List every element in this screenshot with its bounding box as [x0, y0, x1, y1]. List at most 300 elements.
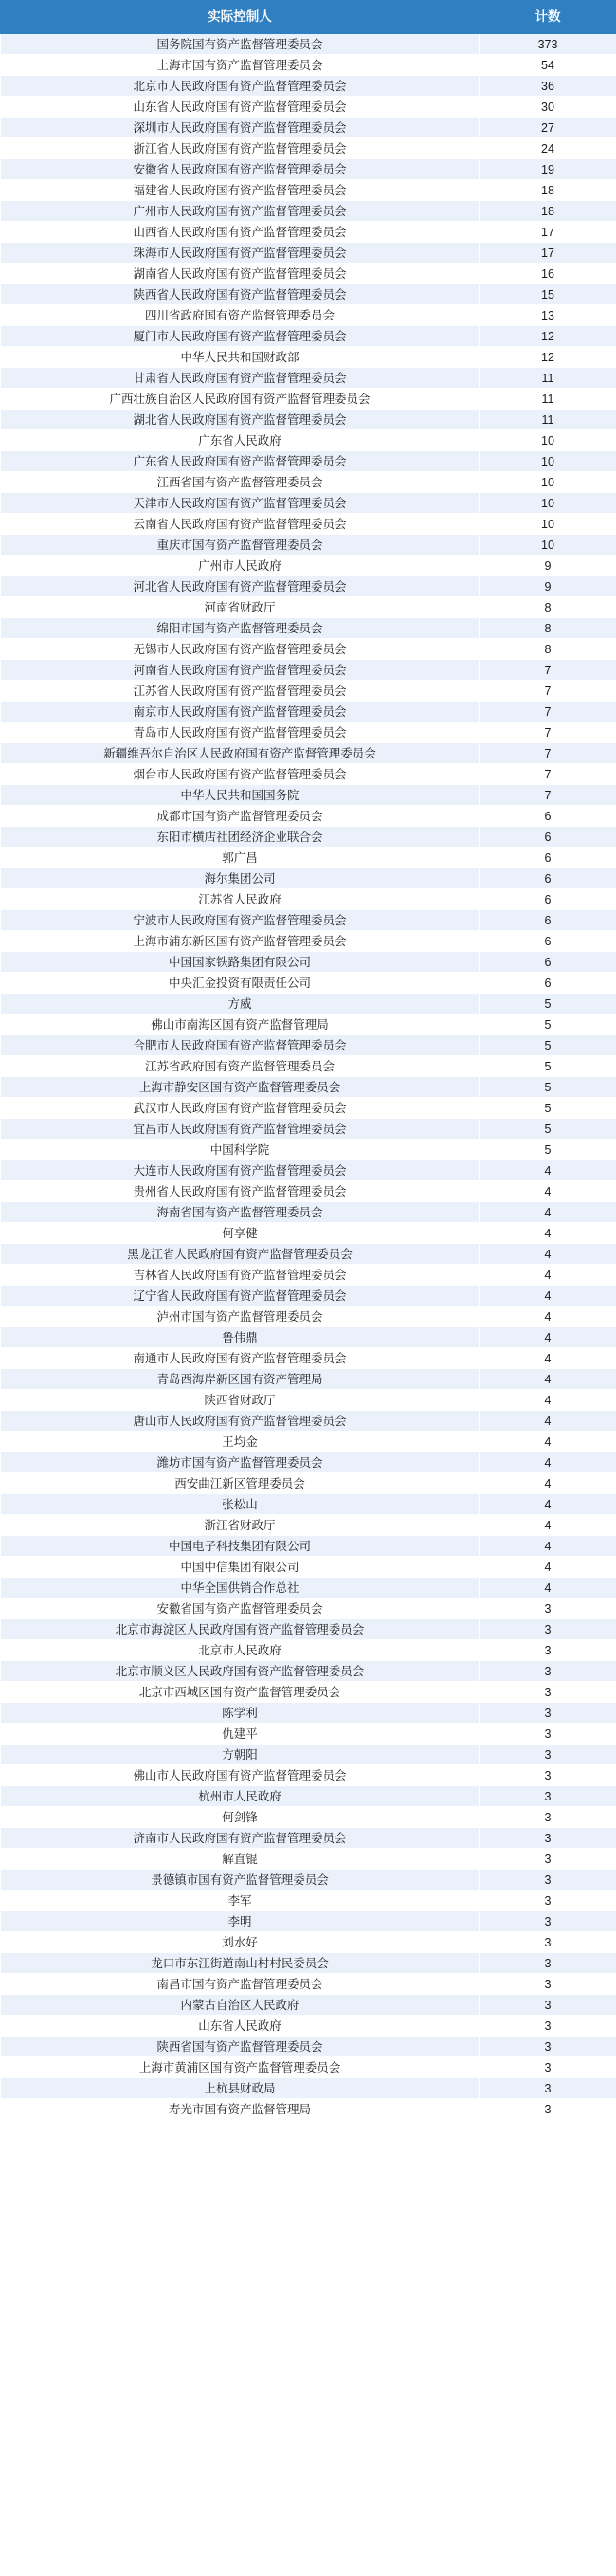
cell-controller: 厦门市人民政府国有资产监督管理委员会: [1, 326, 480, 347]
cell-count: 3: [480, 1640, 616, 1661]
cell-controller: 鲁伟鼎: [1, 1327, 480, 1348]
cell-controller: 广西壮族自治区人民政府国有资产监督管理委员会: [1, 389, 480, 410]
table-row: [1, 1077, 616, 1098]
table-row: [1, 243, 616, 264]
table-row: [1, 451, 616, 472]
cell-count: 7: [480, 681, 616, 702]
cell-controller: 珠海市人民政府国有资产监督管理委员会: [1, 243, 480, 264]
table-row: [1, 1828, 616, 1849]
table-row: [1, 2057, 616, 2078]
cell-count: 4: [480, 1494, 616, 1515]
cell-count: 3: [480, 1786, 616, 1807]
cell-count: 36: [480, 76, 616, 97]
cell-controller: 国务院国有资产监督管理委员会: [1, 34, 480, 55]
cell-controller: 青岛市人民政府国有资产监督管理委员会: [1, 722, 480, 743]
table-row: [1, 1244, 616, 1265]
table-row: [1, 472, 616, 493]
cell-count: 4: [480, 1432, 616, 1452]
table-row: [1, 138, 616, 159]
table-row: [1, 681, 616, 702]
cell-count: 3: [480, 2078, 616, 2099]
table-row: [1, 556, 616, 576]
cell-controller: 武汉市人民政府国有资产监督管理委员会: [1, 1098, 480, 1119]
table-row: [1, 1682, 616, 1703]
cell-count: 11: [480, 389, 616, 410]
table-row: [1, 1286, 616, 1306]
cell-controller: 四川省政府国有资产监督管理委员会: [1, 305, 480, 326]
cell-controller: 合肥市人民政府国有资产监督管理委员会: [1, 1035, 480, 1056]
cell-controller: 河北省人民政府国有资产监督管理委员会: [1, 576, 480, 597]
cell-count: 27: [480, 118, 616, 138]
cell-count: 7: [480, 702, 616, 722]
cell-controller: 李明: [1, 1911, 480, 1932]
cell-controller: 山东省人民政府国有资产监督管理委员会: [1, 97, 480, 118]
cell-count: 7: [480, 743, 616, 764]
cell-count: 6: [480, 889, 616, 910]
table-row: [1, 493, 616, 514]
cell-controller: 北京市顺义区人民政府国有资产监督管理委员会: [1, 1661, 480, 1682]
cell-count: 5: [480, 1119, 616, 1140]
table-row: [1, 305, 616, 326]
cell-count: 12: [480, 326, 616, 347]
table-row: [1, 1348, 616, 1369]
cell-count: 3: [480, 1953, 616, 1974]
cell-count: 6: [480, 868, 616, 889]
cell-count: 10: [480, 514, 616, 535]
cell-count: 10: [480, 472, 616, 493]
column-header-controller: 实际控制人: [1, 1, 480, 34]
table-row: [1, 1786, 616, 1807]
table-row: [1, 994, 616, 1014]
cell-count: 4: [480, 1369, 616, 1390]
table-row: [1, 848, 616, 868]
cell-count: 54: [480, 55, 616, 76]
table-row: [1, 76, 616, 97]
cell-count: 24: [480, 138, 616, 159]
cell-count: 13: [480, 305, 616, 326]
table-row: [1, 1870, 616, 1891]
table-row: [1, 1160, 616, 1181]
table-header-row: [1, 1, 616, 34]
cell-count: 3: [480, 1703, 616, 1724]
cell-count: 4: [480, 1181, 616, 1202]
cell-count: 10: [480, 493, 616, 514]
table-row: [1, 180, 616, 201]
table-row: [1, 1640, 616, 1661]
table-row: [1, 1306, 616, 1327]
cell-controller: 深圳市人民政府国有资产监督管理委员会: [1, 118, 480, 138]
table-row: [1, 910, 616, 931]
table-row: [1, 952, 616, 973]
table-row: [1, 1724, 616, 1745]
table-row: [1, 1807, 616, 1828]
cell-controller: 北京市人民政府: [1, 1640, 480, 1661]
cell-count: 4: [480, 1557, 616, 1578]
cell-controller: 景德镇市国有资产监督管理委员会: [1, 1870, 480, 1891]
cell-count: 6: [480, 806, 616, 827]
cell-controller: 北京市西城区国有资产监督管理委员会: [1, 1682, 480, 1703]
cell-controller: 山西省人民政府国有资产监督管理委员会: [1, 222, 480, 243]
table-row: [1, 1202, 616, 1223]
table-row: [1, 1223, 616, 1244]
table-row: [1, 889, 616, 910]
cell-controller: 王均金: [1, 1432, 480, 1452]
table-row: [1, 1536, 616, 1557]
cell-controller: 上杭县财政局: [1, 2078, 480, 2099]
table-row: [1, 1932, 616, 1953]
cell-count: 3: [480, 2016, 616, 2037]
cell-controller: 上海市国有资产监督管理委员会: [1, 55, 480, 76]
cell-controller: 杭州市人民政府: [1, 1786, 480, 1807]
table-row: [1, 1473, 616, 1494]
cell-controller: 湖南省人民政府国有资产监督管理委员会: [1, 264, 480, 284]
table-row: [1, 973, 616, 994]
cell-count: 4: [480, 1202, 616, 1223]
cell-count: 6: [480, 827, 616, 848]
cell-count: 3: [480, 1682, 616, 1703]
cell-count: 4: [480, 1390, 616, 1411]
table-row: [1, 1411, 616, 1432]
cell-count: 12: [480, 347, 616, 368]
cell-count: 4: [480, 1348, 616, 1369]
table-row: [1, 514, 616, 535]
cell-controller: 江西省国有资产监督管理委员会: [1, 472, 480, 493]
table-row: [1, 347, 616, 368]
table-row: [1, 1432, 616, 1452]
table-row: [1, 430, 616, 451]
cell-count: 18: [480, 180, 616, 201]
cell-count: 9: [480, 576, 616, 597]
table-row: [1, 1557, 616, 1578]
table-row: [1, 1515, 616, 1536]
table-row: [1, 1578, 616, 1599]
cell-count: 10: [480, 535, 616, 556]
cell-count: 5: [480, 1140, 616, 1160]
cell-count: 8: [480, 639, 616, 660]
table-row: [1, 368, 616, 389]
cell-count: 3: [480, 1891, 616, 1911]
cell-count: 4: [480, 1244, 616, 1265]
cell-controller: 仇建平: [1, 1724, 480, 1745]
cell-controller: 天津市人民政府国有资产监督管理委员会: [1, 493, 480, 514]
cell-controller: 甘肃省人民政府国有资产监督管理委员会: [1, 368, 480, 389]
cell-count: 7: [480, 785, 616, 806]
cell-count: 3: [480, 1745, 616, 1765]
cell-controller: 中国国家铁路集团有限公司: [1, 952, 480, 973]
table-row: [1, 159, 616, 180]
table-row: [1, 264, 616, 284]
cell-controller: 内蒙古自治区人民政府: [1, 1995, 480, 2016]
cell-count: 5: [480, 1056, 616, 1077]
cell-controller: 浙江省财政厅: [1, 1515, 480, 1536]
table-row: [1, 1995, 616, 2016]
cell-count: 3: [480, 1661, 616, 1682]
cell-controller: 宜昌市人民政府国有资产监督管理委员会: [1, 1119, 480, 1140]
cell-controller: 刘水好: [1, 1932, 480, 1953]
cell-controller: 中国科学院: [1, 1140, 480, 1160]
table-row: [1, 2099, 616, 2120]
cell-controller: 云南省人民政府国有资产监督管理委员会: [1, 514, 480, 535]
cell-controller: 潍坊市国有资产监督管理委员会: [1, 1452, 480, 1473]
table-row: [1, 1599, 616, 1619]
cell-controller: 佛山市人民政府国有资产监督管理委员会: [1, 1765, 480, 1786]
table-row: [1, 722, 616, 743]
cell-controller: 无锡市人民政府国有资产监督管理委员会: [1, 639, 480, 660]
table-row: [1, 1265, 616, 1286]
cell-controller: 广州市人民政府: [1, 556, 480, 576]
cell-controller: 中国中信集团有限公司: [1, 1557, 480, 1578]
cell-count: 5: [480, 1098, 616, 1119]
table-row: [1, 576, 616, 597]
table-row: [1, 389, 616, 410]
table-row: [1, 597, 616, 618]
cell-count: 17: [480, 222, 616, 243]
cell-controller: 江苏省人民政府: [1, 889, 480, 910]
cell-controller: 唐山市人民政府国有资产监督管理委员会: [1, 1411, 480, 1432]
table-row: [1, 1056, 616, 1077]
cell-count: 30: [480, 97, 616, 118]
cell-controller: 上海市静安区国有资产监督管理委员会: [1, 1077, 480, 1098]
cell-count: 4: [480, 1536, 616, 1557]
cell-controller: 安徽省国有资产监督管理委员会: [1, 1599, 480, 1619]
cell-controller: 西安曲江新区管理委员会: [1, 1473, 480, 1494]
table-row: [1, 1035, 616, 1056]
cell-controller: 浙江省人民政府国有资产监督管理委员会: [1, 138, 480, 159]
table-row: [1, 222, 616, 243]
cell-controller: 济南市人民政府国有资产监督管理委员会: [1, 1828, 480, 1849]
cell-controller: 江苏省政府国有资产监督管理委员会: [1, 1056, 480, 1077]
cell-count: 3: [480, 1599, 616, 1619]
cell-controller: 上海市黄浦区国有资产监督管理委员会: [1, 2057, 480, 2078]
table-row: [1, 2016, 616, 2037]
cell-count: 4: [480, 1411, 616, 1432]
cell-controller: 佛山市南海区国有资产监督管理局: [1, 1014, 480, 1035]
cell-controller: 北京市人民政府国有资产监督管理委员会: [1, 76, 480, 97]
table-row: [1, 1140, 616, 1160]
cell-controller: 河南省财政厅: [1, 597, 480, 618]
table-row: [1, 1119, 616, 1140]
cell-count: 19: [480, 159, 616, 180]
cell-controller: 中央汇金投资有限责任公司: [1, 973, 480, 994]
cell-controller: 方威: [1, 994, 480, 1014]
cell-count: 373: [480, 34, 616, 55]
cell-count: 4: [480, 1223, 616, 1244]
cell-count: 17: [480, 243, 616, 264]
table-row: [1, 660, 616, 681]
cell-count: 4: [480, 1265, 616, 1286]
cell-count: 3: [480, 1765, 616, 1786]
cell-count: 7: [480, 764, 616, 785]
table-body: [1, 34, 616, 2120]
table-row: [1, 1911, 616, 1932]
table-row: [1, 868, 616, 889]
cell-controller: 中华人民共和国国务院: [1, 785, 480, 806]
cell-controller: 何享健: [1, 1223, 480, 1244]
cell-controller: 宁波市人民政府国有资产监督管理委员会: [1, 910, 480, 931]
table-row: [1, 1703, 616, 1724]
cell-controller: 湖北省人民政府国有资产监督管理委员会: [1, 410, 480, 430]
cell-count: 16: [480, 264, 616, 284]
table-row: [1, 410, 616, 430]
table-row: [1, 1014, 616, 1035]
table-row: [1, 326, 616, 347]
cell-controller: 重庆市国有资产监督管理委员会: [1, 535, 480, 556]
cell-controller: 泸州市国有资产监督管理委员会: [1, 1306, 480, 1327]
cell-count: 4: [480, 1452, 616, 1473]
table-row: [1, 618, 616, 639]
table-row: [1, 1891, 616, 1911]
cell-controller: 中华人民共和国财政部: [1, 347, 480, 368]
table-row: [1, 535, 616, 556]
table-row: [1, 1745, 616, 1765]
cell-controller: 江苏省人民政府国有资产监督管理委员会: [1, 681, 480, 702]
cell-count: 3: [480, 1911, 616, 1932]
cell-count: 10: [480, 451, 616, 472]
table-header: [1, 1, 616, 34]
cell-count: 4: [480, 1327, 616, 1348]
table-row: [1, 1452, 616, 1473]
cell-controller: 海尔集团公司: [1, 868, 480, 889]
cell-controller: 贵州省人民政府国有资产监督管理委员会: [1, 1181, 480, 1202]
cell-count: 7: [480, 722, 616, 743]
cell-controller: 绵阳市国有资产监督管理委员会: [1, 618, 480, 639]
table-row: [1, 1098, 616, 1119]
cell-controller: 广州市人民政府国有资产监督管理委员会: [1, 201, 480, 222]
cell-count: 15: [480, 284, 616, 305]
cell-count: 4: [480, 1306, 616, 1327]
cell-controller: 寿光市国有资产监督管理局: [1, 2099, 480, 2120]
table-row: [1, 97, 616, 118]
table-row: [1, 1849, 616, 1870]
cell-count: 11: [480, 368, 616, 389]
cell-controller: 河南省人民政府国有资产监督管理委员会: [1, 660, 480, 681]
cell-controller: 陈学利: [1, 1703, 480, 1724]
cell-count: 4: [480, 1473, 616, 1494]
cell-count: 3: [480, 1724, 616, 1745]
cell-controller: 东阳市横店社团经济企业联合会: [1, 827, 480, 848]
cell-count: 6: [480, 952, 616, 973]
cell-controller: 中华全国供销合作总社: [1, 1578, 480, 1599]
cell-count: 6: [480, 931, 616, 952]
cell-count: 4: [480, 1160, 616, 1181]
cell-controller: 陕西省财政厅: [1, 1390, 480, 1411]
cell-controller: 烟台市人民政府国有资产监督管理委员会: [1, 764, 480, 785]
cell-count: 4: [480, 1286, 616, 1306]
cell-controller: 龙口市东江街道南山村村民委员会: [1, 1953, 480, 1974]
cell-controller: 何剑锋: [1, 1807, 480, 1828]
cell-controller: 成都市国有资产监督管理委员会: [1, 806, 480, 827]
cell-count: 11: [480, 410, 616, 430]
table-row: [1, 1369, 616, 1390]
table-row: [1, 201, 616, 222]
cell-count: 4: [480, 1578, 616, 1599]
table-row: [1, 1494, 616, 1515]
table-row: [1, 764, 616, 785]
table-row: [1, 1327, 616, 1348]
table-row: [1, 284, 616, 305]
cell-count: 3: [480, 2099, 616, 2120]
cell-controller: 陕西省国有资产监督管理委员会: [1, 2037, 480, 2057]
cell-controller: 海南省国有资产监督管理委员会: [1, 1202, 480, 1223]
table-row: [1, 743, 616, 764]
cell-controller: 福建省人民政府国有资产监督管理委员会: [1, 180, 480, 201]
cell-count: 4: [480, 1515, 616, 1536]
cell-controller: 陕西省人民政府国有资产监督管理委员会: [1, 284, 480, 305]
table-row: [1, 1953, 616, 1974]
cell-controller: 辽宁省人民政府国有资产监督管理委员会: [1, 1286, 480, 1306]
cell-controller: 广东省人民政府: [1, 430, 480, 451]
cell-controller: 青岛西海岸新区国有资产管理局: [1, 1369, 480, 1390]
cell-controller: 中国电子科技集团有限公司: [1, 1536, 480, 1557]
cell-controller: 吉林省人民政府国有资产监督管理委员会: [1, 1265, 480, 1286]
cell-controller: 南通市人民政府国有资产监督管理委员会: [1, 1348, 480, 1369]
cell-controller: 黑龙江省人民政府国有资产监督管理委员会: [1, 1244, 480, 1265]
cell-controller: 李军: [1, 1891, 480, 1911]
cell-controller: 上海市浦东新区国有资产监督管理委员会: [1, 931, 480, 952]
cell-controller: 解直锟: [1, 1849, 480, 1870]
table-row: [1, 1390, 616, 1411]
table-row: [1, 827, 616, 848]
table-row: [1, 55, 616, 76]
table-row: [1, 806, 616, 827]
table-row: [1, 1619, 616, 1640]
cell-controller: 安徽省人民政府国有资产监督管理委员会: [1, 159, 480, 180]
cell-count: 3: [480, 2057, 616, 2078]
cell-controller: 南京市人民政府国有资产监督管理委员会: [1, 702, 480, 722]
cell-count: 5: [480, 994, 616, 1014]
cell-count: 3: [480, 1974, 616, 1995]
cell-count: 5: [480, 1035, 616, 1056]
cell-count: 5: [480, 1077, 616, 1098]
cell-controller: 新疆维吾尔自治区人民政府国有资产监督管理委员会: [1, 743, 480, 764]
cell-controller: 郭广昌: [1, 848, 480, 868]
cell-count: 8: [480, 597, 616, 618]
table-row: [1, 1765, 616, 1786]
cell-controller: 山东省人民政府: [1, 2016, 480, 2037]
table-row: [1, 1974, 616, 1995]
cell-count: 6: [480, 910, 616, 931]
cell-count: 3: [480, 1932, 616, 1953]
cell-count: 3: [480, 1870, 616, 1891]
table-row: [1, 931, 616, 952]
cell-count: 9: [480, 556, 616, 576]
cell-count: 7: [480, 660, 616, 681]
cell-count: 3: [480, 1807, 616, 1828]
cell-count: 3: [480, 1619, 616, 1640]
cell-count: 5: [480, 1014, 616, 1035]
cell-controller: 大连市人民政府国有资产监督管理委员会: [1, 1160, 480, 1181]
cell-count: 3: [480, 1828, 616, 1849]
cell-count: 3: [480, 2037, 616, 2057]
cell-controller: 北京市海淀区人民政府国有资产监督管理委员会: [1, 1619, 480, 1640]
cell-count: 10: [480, 430, 616, 451]
cell-count: 3: [480, 1849, 616, 1870]
cell-count: 6: [480, 848, 616, 868]
cell-count: 8: [480, 618, 616, 639]
table-row: [1, 785, 616, 806]
table-row: [1, 2078, 616, 2099]
cell-count: 3: [480, 1995, 616, 2016]
table-row: [1, 1661, 616, 1682]
cell-controller: 广东省人民政府国有资产监督管理委员会: [1, 451, 480, 472]
table-row: [1, 118, 616, 138]
table-row: [1, 639, 616, 660]
table-row: [1, 34, 616, 55]
table-row: [1, 2037, 616, 2057]
column-header-count: 计数: [480, 1, 616, 34]
cell-controller: 张松山: [1, 1494, 480, 1515]
cell-count: 6: [480, 973, 616, 994]
